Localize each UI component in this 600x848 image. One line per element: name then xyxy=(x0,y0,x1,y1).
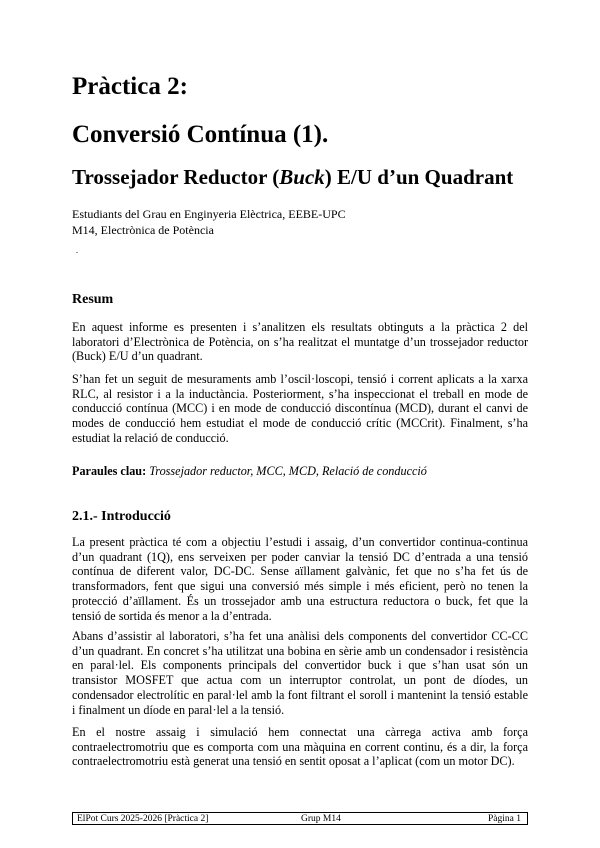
subtitle-post: ) E/U d’un Quadrant xyxy=(324,165,514,189)
subtitle-pre: Trossejador Reductor ( xyxy=(72,165,280,189)
title-line-2: Conversió Contínua (1). xyxy=(72,121,329,148)
decorative-dot xyxy=(76,252,78,253)
author-course: M14, Electrònica de Potència xyxy=(72,223,214,237)
footer-page-number: Pàgina 1 xyxy=(488,814,521,824)
title-line-1: Pràctica 2: xyxy=(72,73,188,100)
intro-paragraph-3: En el nostre assaig i simulació hem connectat una càrrega activa amb força contraelectromotriu que es comporta com una màquina en corrent continu, és a dir, la força contraelectromotriu està generat una tensió en sentit oposat a l’aplicat (com un motor DC). xyxy=(72,725,528,769)
keywords-label: Paraules clau: xyxy=(72,464,147,478)
section-heading-introduction: 2.1.- Introducció xyxy=(72,509,171,524)
keywords-text: Trossejador reductor, MCC, MCD, Relació de conducció xyxy=(149,464,427,478)
subtitle xyxy=(72,164,513,190)
footer-group: Grup M14 xyxy=(301,814,341,824)
abstract-paragraph-2: S’han fet un seguit de mesuraments amb l’oscil·loscopi, tensió i corrent aplicats a la xarxa RLC, al resistor i a la inductància. Posteriorment, s’ha inspeccionat el treball en mode de conducció contínua (MCC) i en mode de conducció discontínua (MCD), durant el canvi de modes de conducció hem estudiat el mode de conducció crític (MCCrit). Finalment, s’ha estudiat la relació de conducció. xyxy=(72,372,528,445)
page-footer xyxy=(72,812,528,825)
abstract-heading: Resum xyxy=(72,292,114,307)
abstract-paragraph-1: En aquest informe es presenten i s’analitzen els resultats obtinguts a la pràctica 2 del laboratori d’Electrònica de Potència, on s’ha realitzat el muntatge d’un trossejador reductor (Buck) E/U d’un quadrant. xyxy=(72,320,528,364)
intro-paragraph-2: Abans d’assistir al laboratori, s’ha fet una anàlisi dels components del convertidor CC-CC d’un quadrant. En concret s’ha utilitzat una bobina en sèrie amb un condensador i resistència en paral·lel. Els components principals del convertidor buck i que s’han usat són un transistor MOSFET que actua com un interruptor controlat, un pont de díodes, un condensador electrolític en paral·lel amb la font filtrant el soroll i mantenint la tensió estable i finalment un díode en paral·lel a la tensió. xyxy=(72,629,528,717)
intro-paragraph-1: La present pràctica té com a objectiu l’estudi i assaig, d’un convertidor continua-continua d’un quadrant (1Q), ens serveixen per poder canviar la tensió DC d’entrada a una tensió contínua de diferent valor, DC-DC. Sense aïllament galvànic, fet que no s’ha fet ús de transformadors, fent que sigui una conversió més simple i més eficient, però no tenen la protecció d’aïllament. És un trossejador amb una estructura reductora o buck, fet que la tensió de sortida és menor a la d’entrada. xyxy=(72,535,528,623)
subtitle-emphasis: Buck xyxy=(279,165,325,189)
footer-course: ElPot Curs 2025-2026 [Pràctica 2] xyxy=(77,814,209,824)
keywords xyxy=(72,464,528,479)
author-affiliation: Estudiants del Grau en Enginyeria Elèctrica, EEBE-UPC xyxy=(72,207,346,221)
